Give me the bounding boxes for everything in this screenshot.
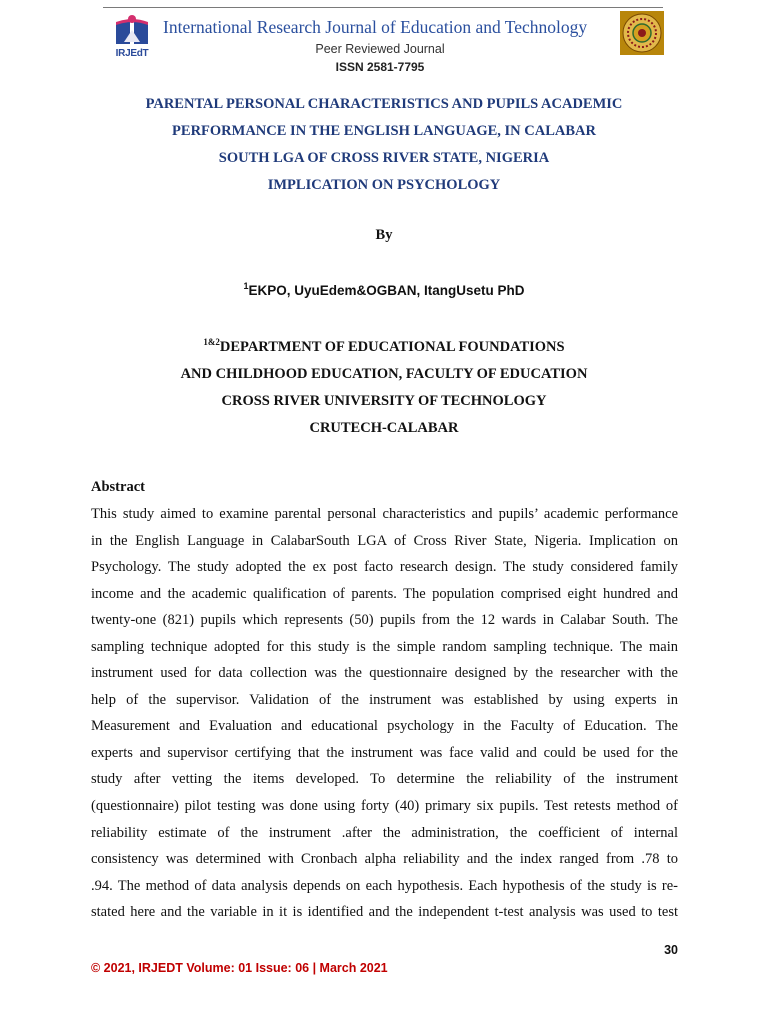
abstract-line: twenty-one (821) pupils which represents (50) pupils from the 12 wards in Calabar South. The [91,612,678,629]
abstract-line: stated here and the variable in it is identified and the independent t-test analysis was used to test [91,904,678,921]
authors [84,281,684,298]
affiliation-line [84,329,684,361]
abstract-line: study after vetting the items developed. To determine the reliability of the instrument [91,771,678,788]
abstract-line: instrument used for data collection was the questionnaire designed by the researcher with the [91,665,678,682]
abstract-line: income and the academic qualification of parents. The population comprised eight hundred and [91,585,678,602]
title-line: PERFORMANCE IN THE ENGLISH LANGUAGE, IN CALABAR [172,123,596,139]
peer-reviewed-label: Peer Reviewed Journal [315,42,445,56]
affiliation-text: DEPARTMENT OF EDUCATIONAL FOUNDATIONS [219,339,565,355]
abstract-line: help of the supervisor. Validation of the instrument was established by using experts in [91,691,678,708]
journal-name: International Research Journal of Education and Technology [163,17,588,37]
abstract-heading: Abstract [91,479,145,495]
by-label: By [375,227,393,243]
abstract-line: sampling technique adopted for this study is the simple random sampling technique. The main [91,638,678,655]
seal-icon [620,11,664,55]
footer-copyright: © 2021, IRJEDT Volume: 01 Issue: 06 | March 2021 [91,961,388,975]
title-line: PARENTAL PERSONAL CHARACTERISTICS AND PUPILS ACADEMIC [145,96,623,112]
irjedt-logo [112,12,152,62]
abstract-line: (questionnaire) pilot testing was done using forty (40) primary six pupils. Test retests method of [91,798,678,815]
author-superscript: 1 [243,281,249,291]
affiliation-line: CROSS RIVER UNIVERSITY OF TECHNOLOGY [221,393,547,409]
seal-logo [620,11,664,55]
abstract-line: This study aimed to examine parental personal characteristics and pupils’ academic performance [91,506,678,522]
abstract-line: Measurement and Evaluation and educational psychology in the Faculty of Education. The [91,718,678,735]
abstract-line: in the English Language in CalabarSouth LGA of Cross River State, Nigeria. Implication on [91,532,678,549]
affiliation-superscript: 1&2 [203,337,220,347]
abstract-line: reliability estimate of the instrument .after the administration, the coefficient of internal [91,824,678,841]
abstract-line: Psychology. The study adopted the ex post facto research design. The study considered family [91,559,678,576]
abstract-line: .94. The method of data analysis depends on each hypothesis. Each hypothesis of the study is re- [91,877,678,894]
book-person-icon [112,12,152,48]
logo-text: IRJEdT [115,48,149,59]
author-names: EKPO, UyuEdem&OGBAN, ItangUsetu PhD [248,283,525,298]
title-line: IMPLICATION ON PSYCHOLOGY [267,177,501,193]
page-number: 30 [664,943,678,957]
abstract-body [91,501,678,926]
affiliation [84,329,684,442]
abstract-line: consistency was determined with Cronbach alpha reliability and the index ranged from .78 to [91,851,678,868]
paper-title [84,91,684,199]
affiliation-line: AND CHILDHOOD EDUCATION, FACULTY OF EDUCATION [180,366,588,382]
affiliation-line: CRUTECH-CALABAR [309,420,459,436]
issn: ISSN 2581-7795 [335,60,425,74]
header-rule [103,7,663,8]
title-line: SOUTH LGA OF CROSS RIVER STATE, NIGERIA [218,150,550,166]
abstract-line: experts and supervisor certifying that the instrument was face valid and could be used for the [91,744,678,761]
